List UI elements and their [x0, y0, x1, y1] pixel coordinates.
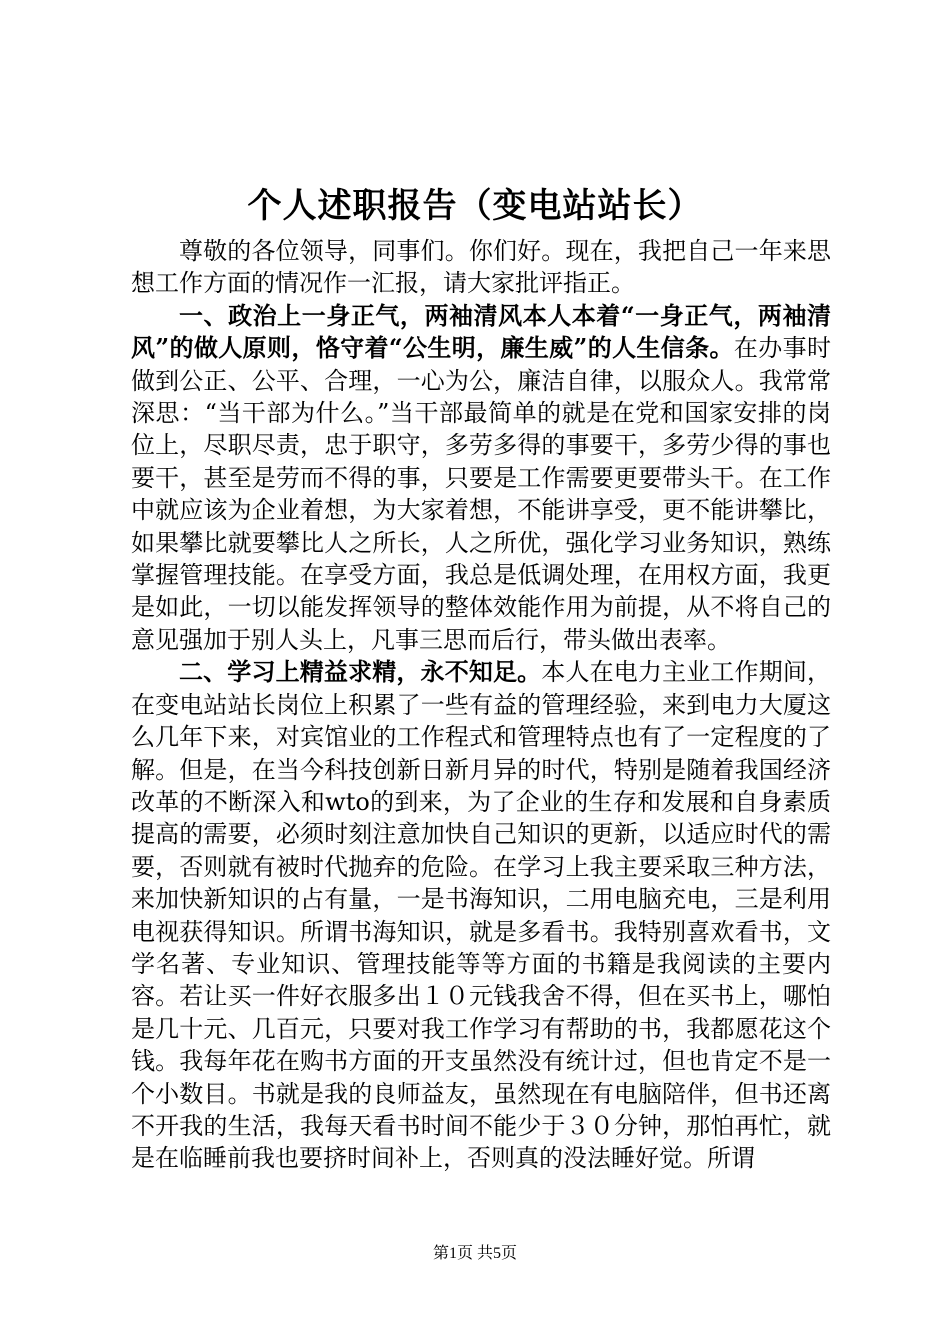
- paragraph-text: 尊敬的各位领导，同事们。你们好。现在，我把自己一年来思想工作方面的情况作一汇报，请大家批评指正。: [131, 237, 831, 298]
- paragraph-text: 本人在电力主业工作期间，在变电站站长岗位上积累了一些有益的管理经验，来到电力大厦这么几年下来，对宾馆业的工作程式和管理特点也有了一定程度的了解。但是，在当今科技创新日新月异的时代，特别是随着我国经济改革的不断深入和wto的到来，为了企业的生存和发展和自身素质提高的需要，必须时刻注意加快自己知识的更新，以适应时代的需要，否则就有被时代抛弃的危险。在学习上我主要采取三种方法，来加快新知识的占有量，一是书海知识，二用电脑充电，三是利用电视获得知识。所谓书海知识，就是多看书。我特别喜欢看书，文学名著、专业知识、管理技能等等方面的书籍是我阅读的主要内容。若让买一件好衣服多出１０元钱我舍不得，但在买书上，哪怕是几十元、几百元，只要对我工作学习有帮助的书，我都愿花这个钱。我每年花在购书方面的开支虽然没有统计过，但也肯定不是一个小数目。书就是我的良师益友，虽然现在有电脑陪伴，但书还离不开我的生活，我每天看书时间不能少于３０分钟，那怕再忙，就是在临睡前我也要挤时间补上，否则真的没法睡好觉。所谓: [131, 658, 832, 1173]
- document-title: 个人述职报告（变电站站长）: [247, 186, 703, 226]
- page-number-footer: 第1页 共5页: [432, 1245, 517, 1262]
- paragraph-greeting: [131, 235, 831, 300]
- document-body: [131, 235, 831, 1175]
- section-heading: 二、学习上精益求精，永不知足。: [179, 657, 542, 687]
- paragraph-text: 在办事时做到公正、公平、合理，一心为公，廉洁自律，以服众人。我常常深思：“当干部为什么。”当干部最简单的就是在党和国家安排的岗位上，尽职尽责，忠于职守，多劳多得的事要干，多劳少得的事也要干，甚至是劳而不得的事，只要是工作需要更要带头干。在工作中就应该为企业着想，为大家着想，不能讲享受，更不能讲攀比，如果攀比就要攀比人之所长，人之所优，强化学习业务知识，熟练掌握管理技能。在享受方面，我总是低调处理，在用权方面，我更是如此，一切以能发挥领导的整体效能作用为前提，从不将自己的意见强加于别人头上，凡事三思而后行，带头做出表率。: [131, 334, 832, 654]
- section-heading: 一、政治上一身正气，两袖清风本人本着“一身正气，两袖清风”的做人原则，恪守着“公生明，廉生威”的人生信条。: [131, 300, 831, 363]
- paragraph-section-1: [131, 300, 831, 656]
- paragraph-section-2: [131, 656, 831, 1175]
